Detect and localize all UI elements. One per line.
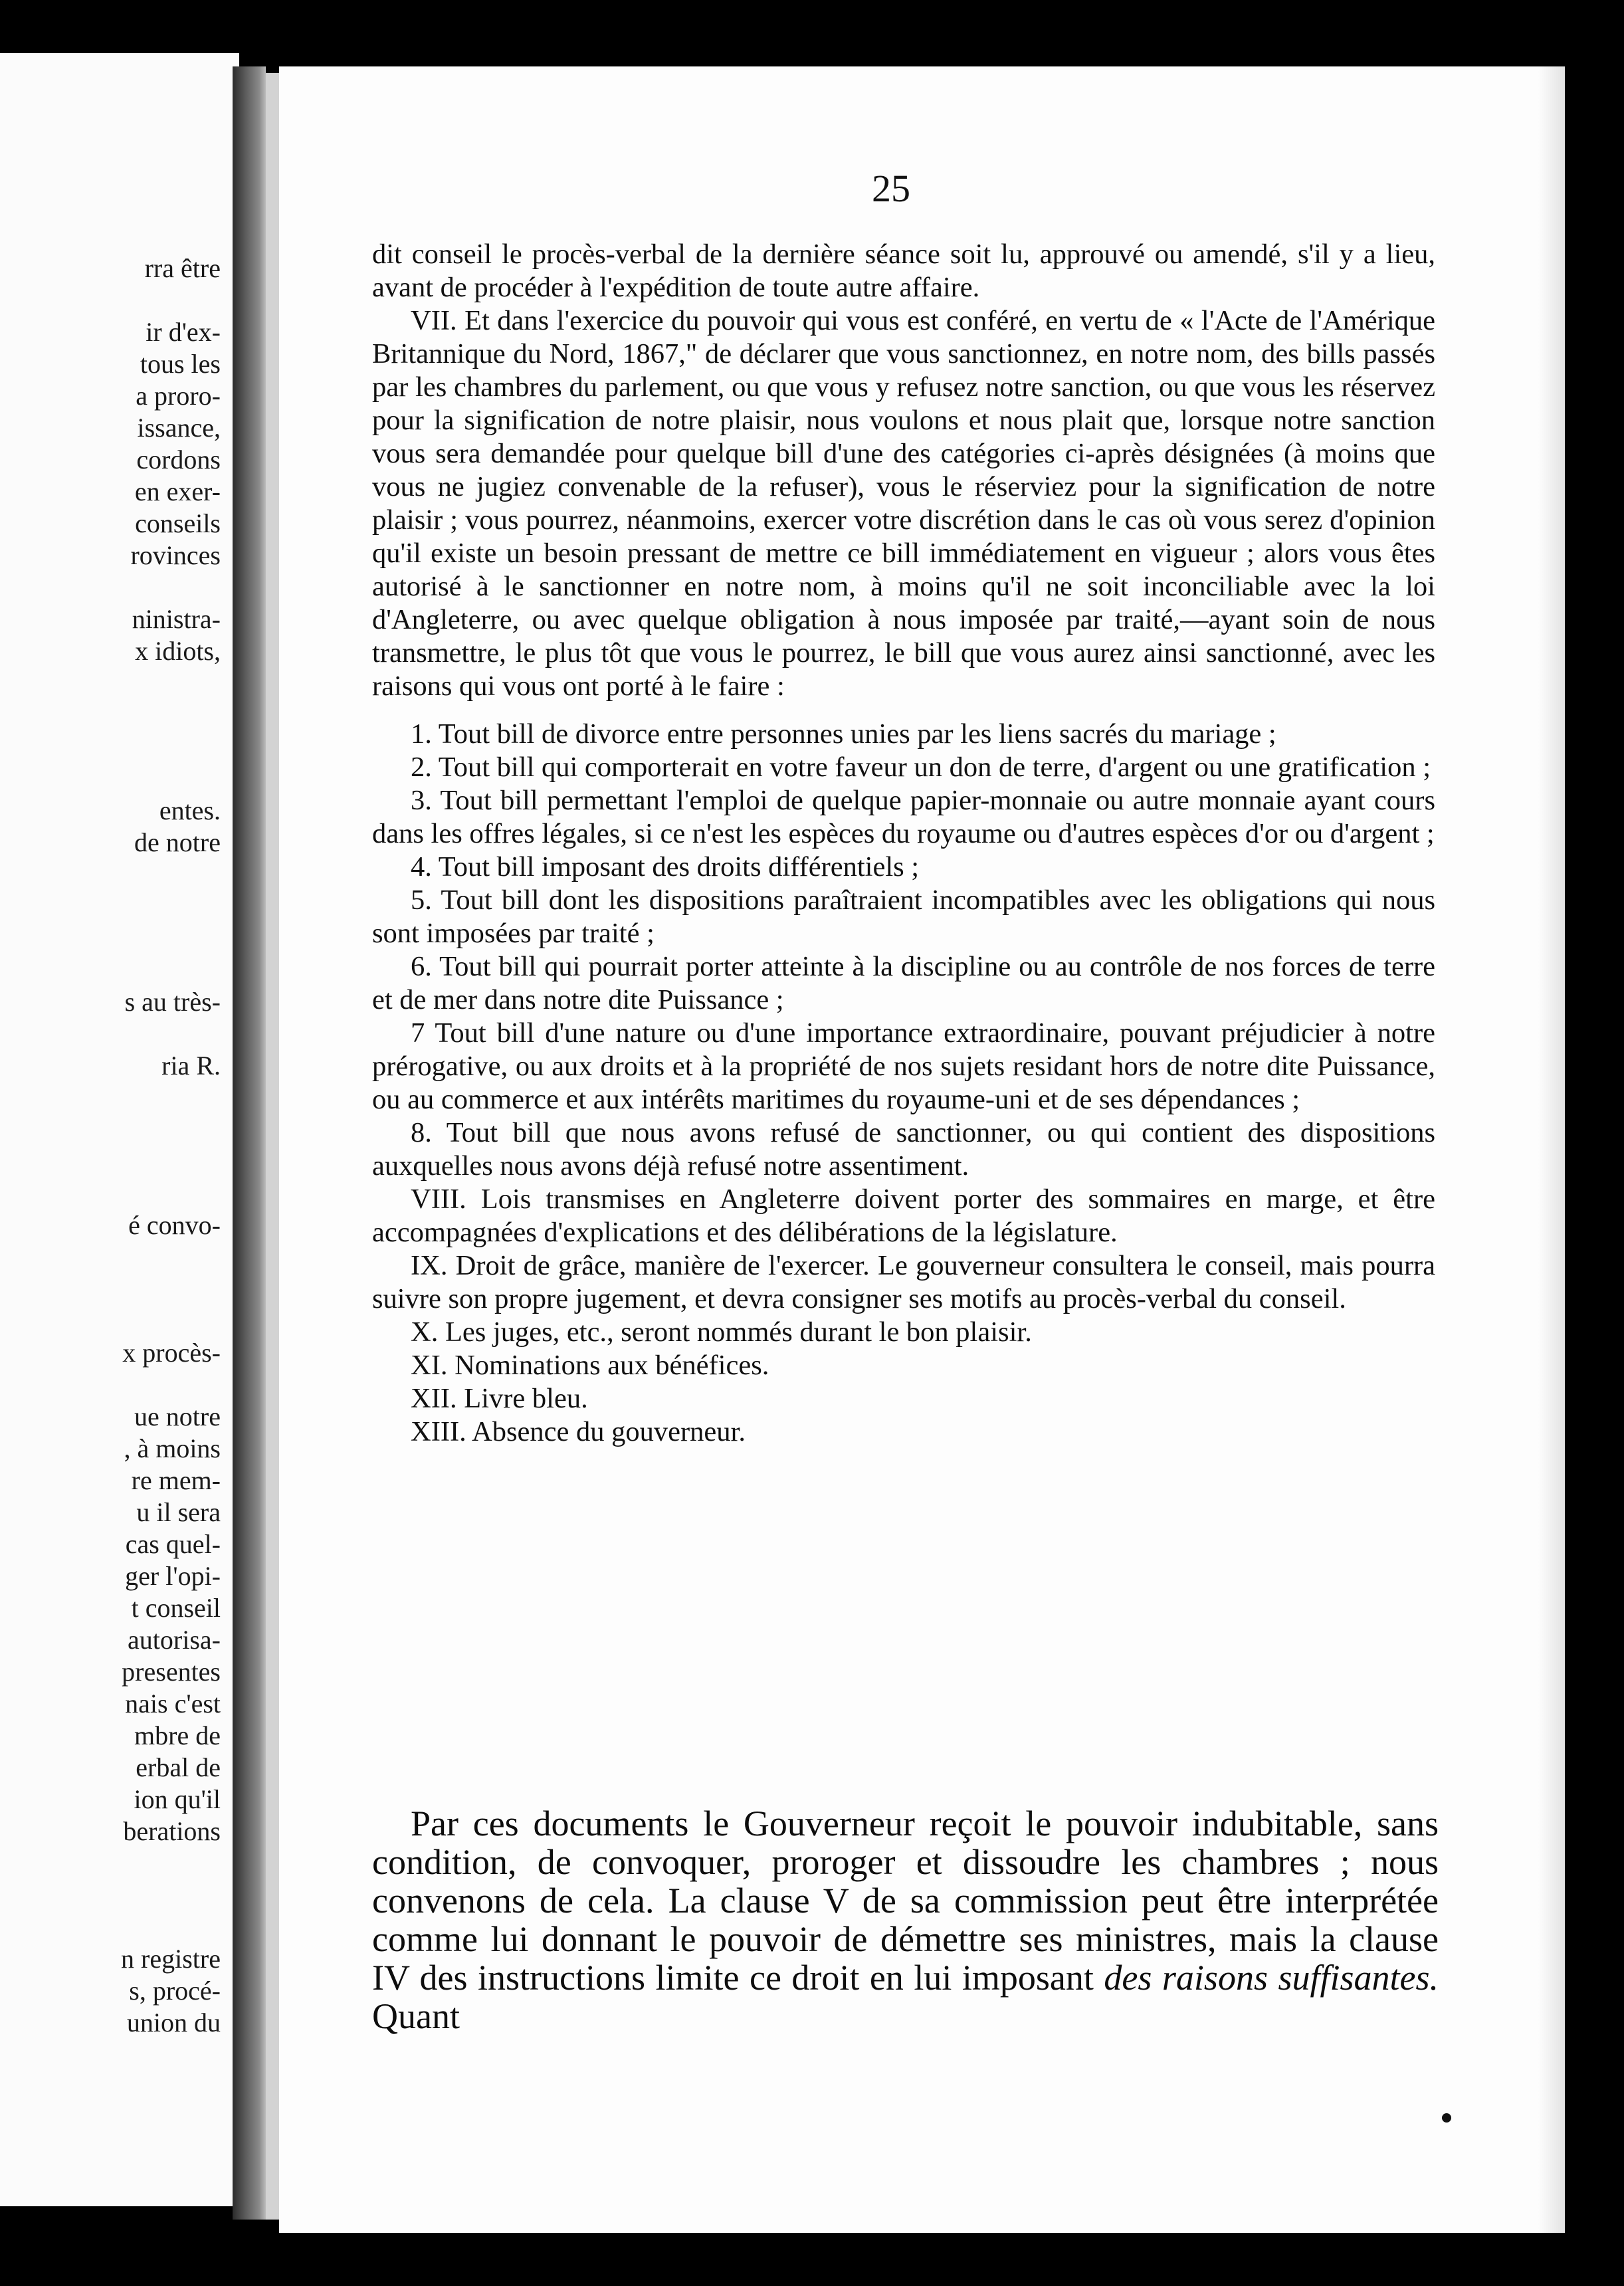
facing-page-line: union du [126,2008,221,2037]
facing-page-line: n registre [121,1944,221,1974]
commentary-emphasis: des raisons suffisantes. [1104,1958,1439,1998]
facing-page-line: autorisa- [128,1625,221,1655]
facing-page-line [0,1241,221,1273]
commentary-text-end: Quant [372,1996,460,2036]
facing-page-line [0,1879,221,1911]
facing-page-text-fragments [0,253,221,2039]
bill-categories-list [372,718,1435,1183]
facing-page-line: issance, [137,413,221,443]
clause-ix: IX. Droit de grâce, manière de l'exercer. Le gouverneur consultera le conseil, mais pourra suivre son propre jugement, et devra consigner ses motifs au procès-verbal du conseil. [372,1250,1435,1314]
list-item: 1. Tout bill de divorce entre personnes unies par les liens sacrés du mariage ; [411,718,1276,750]
commentary-text [372,1804,1439,2035]
facing-page-line: rovinces [130,540,221,570]
facing-page-line [0,731,221,763]
list-item: 5. Tout bill dont les dispositions paraîtraient incompatibles avec les obligations qui nous sont imposées par traité ; [372,884,1435,949]
page-edge-shadow [1538,66,1565,2233]
facing-page-line [0,284,221,316]
facing-page-line: x idiots, [135,636,221,666]
commentary-text-start: Par ces documents le Gouverneur reçoit le pouvoir indubitable, sans condition, de convoquer, proroger et dissoudre les chambres ; nous convenons de cela. La clause V de sa commission peut être interprétée comme lui donnant le pouvoir de démettre ses ministres, mais la clause IV des instructions limite ce droit en lui imposant [372,1804,1439,1998]
facing-page-line: ir d'ex- [146,317,221,347]
facing-page-line: ion qu'il [134,1784,221,1814]
facing-page-line: tous les [140,349,221,379]
facing-page-line: s, procé- [129,1976,221,2006]
intro-paragraph: dit conseil le procès-verbal de la dernière séance soit lu, approuvé ou amendé, s'il y a lieu, avant de procéder à l'expédition de toute autre affaire. [372,239,1435,303]
facing-page-line [0,1369,221,1401]
page [279,66,1565,2233]
facing-page-line [0,572,221,603]
clause-xii: XII. Livre bleu. [411,1383,588,1414]
spacer [372,703,1435,718]
list-item: 3. Tout bill permettant l'emploi de quelque papier-monnaie ou autre monnaie ayant cours dans les offres légales, si ce n'est les espèces du royaume ou d'autres espèces d'or ou d'argent ; [372,785,1435,849]
list-item: 7 Tout bill d'une nature ou d'une importance extraordinaire, pouvant préjudicier à notre prérogative, ou aux droits et à la propriété de nos sujets residant hors de notre dite Puissance, ou au commerce et aux intérêts maritimes du royaume-uni et de ses dépendances ; [372,1017,1435,1115]
page-edge [266,73,280,2220]
facing-page-line [0,1178,221,1209]
book-gutter [233,66,266,2220]
commentary-paragraph [372,1804,1439,2035]
facing-page-line: x procès- [122,1338,221,1368]
clause-x: X. Les juges, etc., seront nommés durant le bon plaisir. [411,1316,1032,1348]
clause-viii: VIII. Lois transmises en Angleterre doivent porter des sommaires en marge, et être accompagnées d'explications et des délibérations de la législature. [372,1184,1435,1248]
facing-page-line [0,859,221,890]
facing-page-line: a proro- [136,381,221,411]
ink-dot [1442,2113,1451,2123]
facing-page-line [0,1273,221,1305]
facing-page-line: ninistra- [132,604,221,634]
list-item: 8. Tout bill que nous avons refusé de sanctionner, ou qui contient des dispositions auxquelles nous avons déjà refusé notre assentiment. [372,1117,1435,1182]
facing-page-line [0,667,221,699]
facing-page-line [0,954,221,986]
facing-page-line: conseils [135,508,221,538]
clause-xi: XI. Nominations aux bénéfices. [411,1350,769,1381]
list-item: 6. Tout bill qui pourrait porter atteinte à la discipline ou au contrôle de nos forces de terre et de mer dans notre dite Puissance ; [372,951,1435,1015]
facing-page-line: berations [123,1816,221,1846]
facing-page-line [0,1305,221,1337]
page-number: 25 [872,167,910,210]
facing-page-line: u il sera [136,1497,221,1527]
facing-page-line: ue notre [134,1402,221,1431]
facing-page-line [0,1847,221,1879]
clause-xiii: XIII. Absence du gouverneur. [411,1416,746,1447]
facing-page-line: erbal de [136,1752,221,1782]
facing-page-left [0,53,239,2206]
facing-page-line: s au très- [124,987,221,1017]
facing-page-line [0,890,221,922]
facing-page-line: ger l'opi- [125,1561,221,1591]
facing-page-line: nais c'est [125,1689,221,1718]
facing-page-line: presentes [122,1657,221,1687]
facing-page-line [0,1082,221,1114]
facing-page-line [0,1911,221,1943]
instructions-text [372,238,1435,1449]
facing-page-line: rra être [144,253,221,283]
facing-page-line [0,922,221,954]
facing-page-line: ria R. [161,1051,221,1081]
facing-page-line: mbre de [134,1720,221,1750]
facing-page-line [0,699,221,731]
list-item: 4. Tout bill imposant des droits différentiels ; [411,851,920,883]
facing-page-line: cordons [136,445,221,474]
facing-page-line [0,1018,221,1050]
facing-page-line: en exer- [134,476,221,506]
facing-page-line: re mem- [131,1465,221,1495]
facing-page-line [0,1146,221,1178]
facing-page-line [0,763,221,795]
clause-vii: VII. Et dans l'exercice du pouvoir qui vous est conféré, en vertu de « l'Acte de l'Amérique Britannique du Nord, 1867," de déclarer que vous sanctionnez, en notre nom, des bills passés par les chambres du parlement, ou que vous y refusez notre sanction, ou que vous les réservez pour la signification de notre plaisir, nous voulons et nous plait que, lorsque notre sanction vous sera demandée pour quelque bill d'une des catégories ci-après désignées (à moins que vous ne jugiez convenable de la refuser), vous le réserviez pour la signification de notre plaisir ; vous pourrez, néanmoins, exercer votre discrétion dans le cas où vous serez d'opinion qu'il existe un besoin pressant de mettre ce bill immédiatement en vigueur ; alors vous êtes autorisé à le sanctionner en notre nom, à moins qu'il ne soit inconciliable avec la loi d'Angleterre, ou avec quelque obligation à nous imposée par traité,—ayant soin de nous transmettre, le plus tôt que vous le pourrez, le bill que vous aurez ainsi sanctionné, avec les raisons qui vous ont porté à le faire : [372,305,1435,702]
facing-page-line [0,1114,221,1146]
facing-page-line: t conseil [131,1593,221,1623]
facing-page-line: cas quel- [125,1529,221,1559]
list-item: 2. Tout bill qui comporterait en votre faveur un don de terre, d'argent ou une gratification ; [411,752,1431,783]
facing-page-line: de notre [134,827,221,857]
facing-page-line: é convo- [128,1210,221,1240]
facing-page-line: entes. [159,795,221,825]
facing-page-line: , à moins [124,1433,221,1463]
